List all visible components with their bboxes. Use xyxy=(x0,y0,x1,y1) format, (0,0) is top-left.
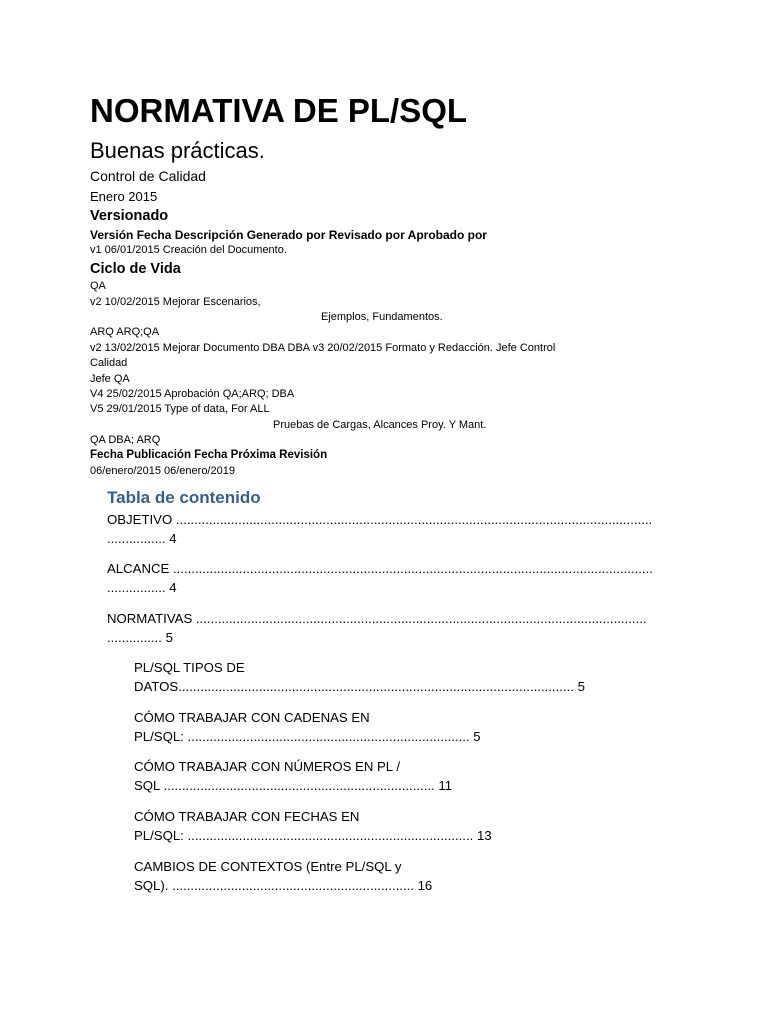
toc-entry-numeros-page[interactable]: SQL .......................................................................... 11 xyxy=(134,778,453,793)
toc-entry-objetivo-page[interactable]: ................ 4 xyxy=(107,531,177,546)
ciclo-line: Ejemplos, Fundamentos. xyxy=(321,311,443,323)
versionado-table-header: Versión Fecha Descripción Generado por Revisado por Aprobado por xyxy=(90,228,487,242)
ciclo-line: v2 13/02/2015 Mejorar Documento DBA DBA v3 20/02/2015 Formato y Redacción. Jefe Control xyxy=(90,342,556,354)
toc-entry-alcance-page[interactable]: ................ 4 xyxy=(107,580,177,595)
ciclo-line: Pruebas de Cargas, Alcances Proy. Y Mant. xyxy=(273,419,487,431)
toc-entry-normativas[interactable]: NORMATIVAS ........................................................................................................................... xyxy=(107,611,647,626)
ciclo-line: QA xyxy=(90,280,106,292)
ciclo-heading: Ciclo de Vida xyxy=(90,261,181,277)
ciclo-line: V4 25/02/2015 Aprobación QA;ARQ; DBA xyxy=(90,388,295,400)
ciclo-line: V5 29/01/2015 Type of data, For ALL xyxy=(90,403,270,415)
ciclo-line: Calidad xyxy=(90,357,128,369)
toc-entry-contextos[interactable]: CAMBIOS DE CONTEXTOS (Entre PL/SQL y xyxy=(134,859,402,874)
publicacion-values: 06/enero/2015 06/enero/2019 xyxy=(90,465,235,477)
toc-entry-alcance[interactable]: ALCANCE ................................................................................................................................... xyxy=(107,561,653,576)
toc-entry-tipos-datos[interactable]: PL/SQL TIPOS DE xyxy=(134,660,245,675)
toc-entry-numeros[interactable]: CÓMO TRABAJAR CON NÚMEROS EN PL / xyxy=(134,759,400,774)
toc-entry-normativas-page[interactable]: ............... 5 xyxy=(107,630,173,645)
toc-entry-fechas[interactable]: CÓMO TRABAJAR CON FECHAS EN xyxy=(134,809,360,824)
toc-entry-tipos-datos-page[interactable]: DATOS............................................................................................................ 5 xyxy=(134,679,585,694)
toc-entry-cadenas-page[interactable]: PL/SQL: ............................................................................. 5 xyxy=(134,729,481,744)
versionado-row: v1 06/01/2015 Creación del Documento. xyxy=(90,244,287,256)
versionado-heading: Versionado xyxy=(90,208,169,224)
ciclo-line: QA DBA; ARQ xyxy=(90,434,161,446)
department-label: Control de Calidad xyxy=(90,168,206,184)
ciclo-line: v2 10/02/2015 Mejorar Escenarios, xyxy=(90,296,261,308)
toc-entry-objetivo[interactable]: OBJETIVO .................................................................................................................................. xyxy=(107,512,653,527)
ciclo-line: Jefe QA xyxy=(90,373,130,385)
document-title: NORMATIVA DE PL/SQL xyxy=(90,92,468,129)
toc-entry-cadenas[interactable]: CÓMO TRABAJAR CON CADENAS EN xyxy=(134,710,370,725)
document-subtitle: Buenas prácticas. xyxy=(90,138,265,163)
publicacion-header: Fecha Publicación Fecha Próxima Revisión xyxy=(90,449,328,461)
toc-entry-contextos-page[interactable]: SQL). .................................................................. 16 xyxy=(134,878,433,893)
toc-title: Tabla de contenido xyxy=(107,488,261,507)
ciclo-line: ARQ ARQ;QA xyxy=(90,326,160,338)
document-date: Enero 2015 xyxy=(90,189,158,204)
toc-entry-fechas-page[interactable]: PL/SQL: .............................................................................. 13 xyxy=(134,828,492,843)
